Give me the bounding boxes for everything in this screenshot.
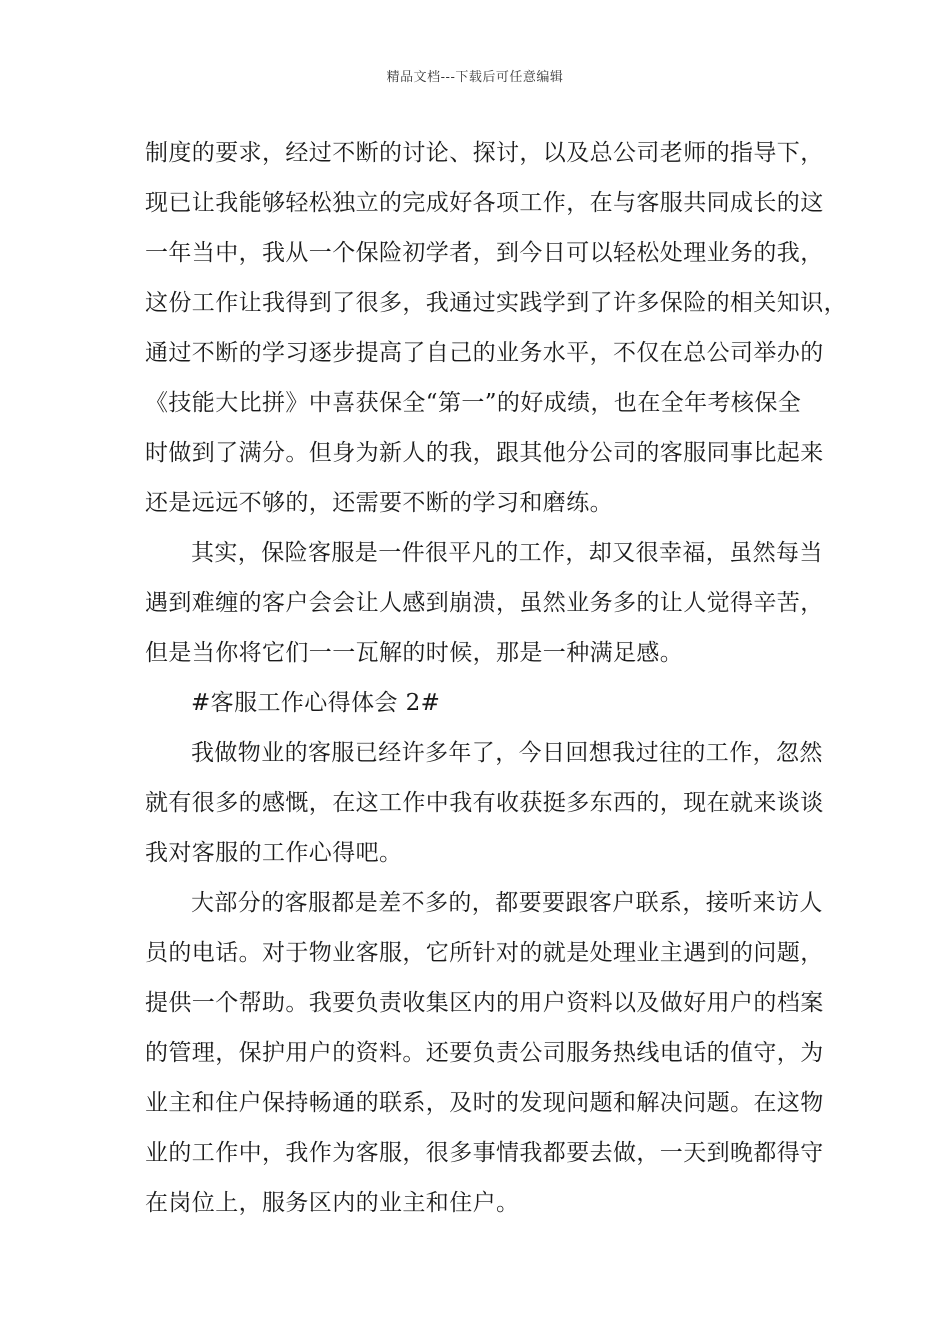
page-header: 精品文档---下载后可任意编辑 <box>386 70 564 85</box>
text-line: 员的电话。对于物业客服，它所针对的就是处理业主遇到的问题， <box>145 940 824 966</box>
paragraph-start-line: 我做物业的客服已经许多年了，今日回想我过往的工作，忽然 <box>191 740 823 766</box>
text-line: 时做到了满分。但身为新人的我，跟其他分公司的客服同事比起来 <box>145 440 824 466</box>
paragraph-start-line: 大部分的客服都是差不多的，都要要跟客户联系，接听来访人 <box>191 890 823 916</box>
text-line: 提供一个帮助。我要负责收集区内的用户资料以及做好用户的档案 <box>145 990 824 1016</box>
text-line: 我对客服的工作心得吧。 <box>145 840 403 866</box>
text-line: 《技能大比拼》中喜获保全“第一”的好成绩，也在全年考核保全 <box>145 390 802 416</box>
text-line: 这份工作让我得到了很多，我通过实践学到了许多保险的相关知识， <box>145 290 847 316</box>
text-line: 业的工作中，我作为客服，很多事情我都要去做，一天到晚都得守 <box>145 1140 824 1166</box>
section-heading: #客服工作心得体会 2# <box>191 690 441 716</box>
text-line: 一年当中，我从一个保险初学者，到今日可以轻松处理业务的我， <box>145 240 824 266</box>
text-line: 就有很多的感慨，在这工作中我有收获挺多东西的，现在就来谈谈 <box>145 790 824 816</box>
text-line: 现已让我能够轻松独立的完成好各项工作，在与客服共同成长的这 <box>145 190 824 216</box>
text-line: 但是当你将它们一一瓦解的时候，那是一种满足感。 <box>145 640 684 666</box>
text-line: 在岗位上，服务区内的业主和住户。 <box>145 1190 520 1216</box>
text-line: 制度的要求，经过不断的讨论、探讨，以及总公司老师的指导下， <box>145 140 824 166</box>
text-line: 的管理，保护用户的资料。还要负责公司服务热线电话的值守，为 <box>145 1040 824 1066</box>
document-body <box>145 128 847 1228</box>
paragraph-start-line: 其实，保险客服是一件很平凡的工作，却又很幸福，虽然每当 <box>191 540 823 566</box>
text-line: 通过不断的学习逐步提高了自己的业务水平，不仅在总公司举办的 <box>145 340 824 366</box>
text-line: 遇到难缠的客户会会让人感到崩溃，虽然业务多的让人觉得辛苦， <box>145 590 824 616</box>
text-line: 业主和住户保持畅通的联系，及时的发现问题和解决问题。在这物 <box>145 1090 824 1116</box>
text-line: 还是远远不够的，还需要不断的学习和磨练。 <box>145 490 613 516</box>
